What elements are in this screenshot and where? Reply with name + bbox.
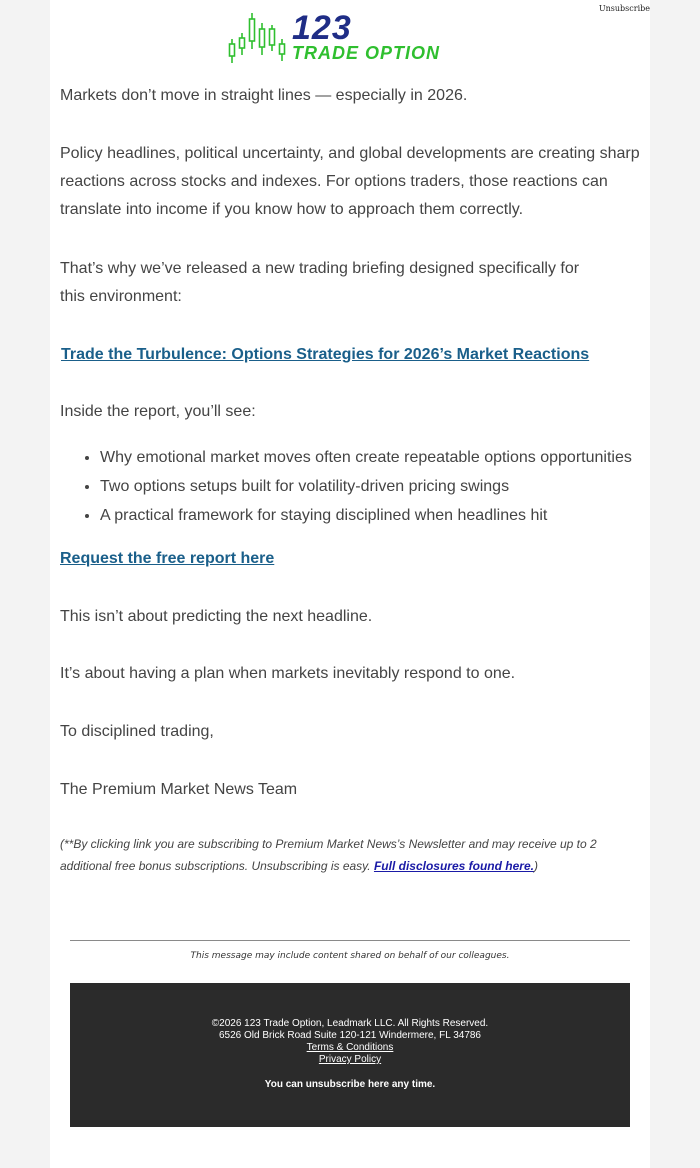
inside-label: Inside the report, you’ll see: [60,403,256,420]
copyright-text: ©2026 123 Trade Option, Leadmark LLC. All Rights Reserved. [211,1018,489,1029]
request-report-link[interactable]: Request the free report here [60,550,275,567]
intro-paragraph: Markets don’t move in straight lines — especially in 2026. [60,87,468,104]
list-item: • Two options setups built for volatility-driven pricing swings [100,472,685,501]
footer-content [70,1018,630,1091]
list-item: • Why emotional market moves often create repeatable options opportunities [100,443,685,472]
terms-link[interactable]: Terms & Conditions [306,1042,394,1053]
release-line-2: this environment: [60,288,182,305]
address-text: 6526 Old Brick Road Suite 120-121 Windermere, FL 34786 [219,1030,481,1041]
footer-unsubscribe-link[interactable]: You can unsubscribe here any time. [264,1079,436,1090]
subscription-disclaimer [60,833,645,877]
headline-paragraph: This isn’t about predicting the next headline. [60,608,373,625]
disclaimer-text: (**By clicking link you are subscribing to Premium Market News’s Newsletter and may receive up to 2 additional free bonus subscriptions. Unsubscribing is easy. [60,837,597,873]
release-line-1: That’s why we’ve released a new trading briefing designed specifically for [60,260,580,277]
brand-logo [226,11,476,67]
privacy-link[interactable]: Privacy Policy [318,1054,382,1065]
footer-block [70,983,630,1127]
email-container [50,0,650,1168]
cta-paragraph [60,545,645,573]
context-paragraph: Policy headlines, political uncertainty, and global developments are creating sharp reactions across stocks and indexes. For options traders, those reactions can translate into income if you know how to approach them correctly. [60,145,640,218]
report-title-link[interactable]: Trade the Turbulence: Options Strategies for 2026’s Market Reactions [61,346,590,363]
plan-paragraph: It’s about having a plan when markets inevitably respond to one. [60,665,516,682]
signature: The Premium Market News Team [60,781,298,798]
release-paragraph [60,255,645,311]
full-disclosures-link[interactable]: Full disclosures found here. [373,859,534,873]
report-highlights-list [60,443,685,530]
logo-number: 123 [292,9,352,47]
logo-wordmark: TRADE OPTION [292,43,441,63]
unsubscribe-link-top[interactable]: Unsubscribe [598,4,650,13]
report-link-paragraph [61,341,646,369]
disclaimer-close: ) [533,859,538,873]
list-item: • A practical framework for staying disciplined when headlines hit [100,501,685,530]
footer-divider [70,940,630,941]
shared-content-note: This message may include content shared on behalf of our colleagues. [190,951,510,961]
signoff: To disciplined trading, [60,723,214,740]
candlestick-chart-icon [226,11,286,67]
